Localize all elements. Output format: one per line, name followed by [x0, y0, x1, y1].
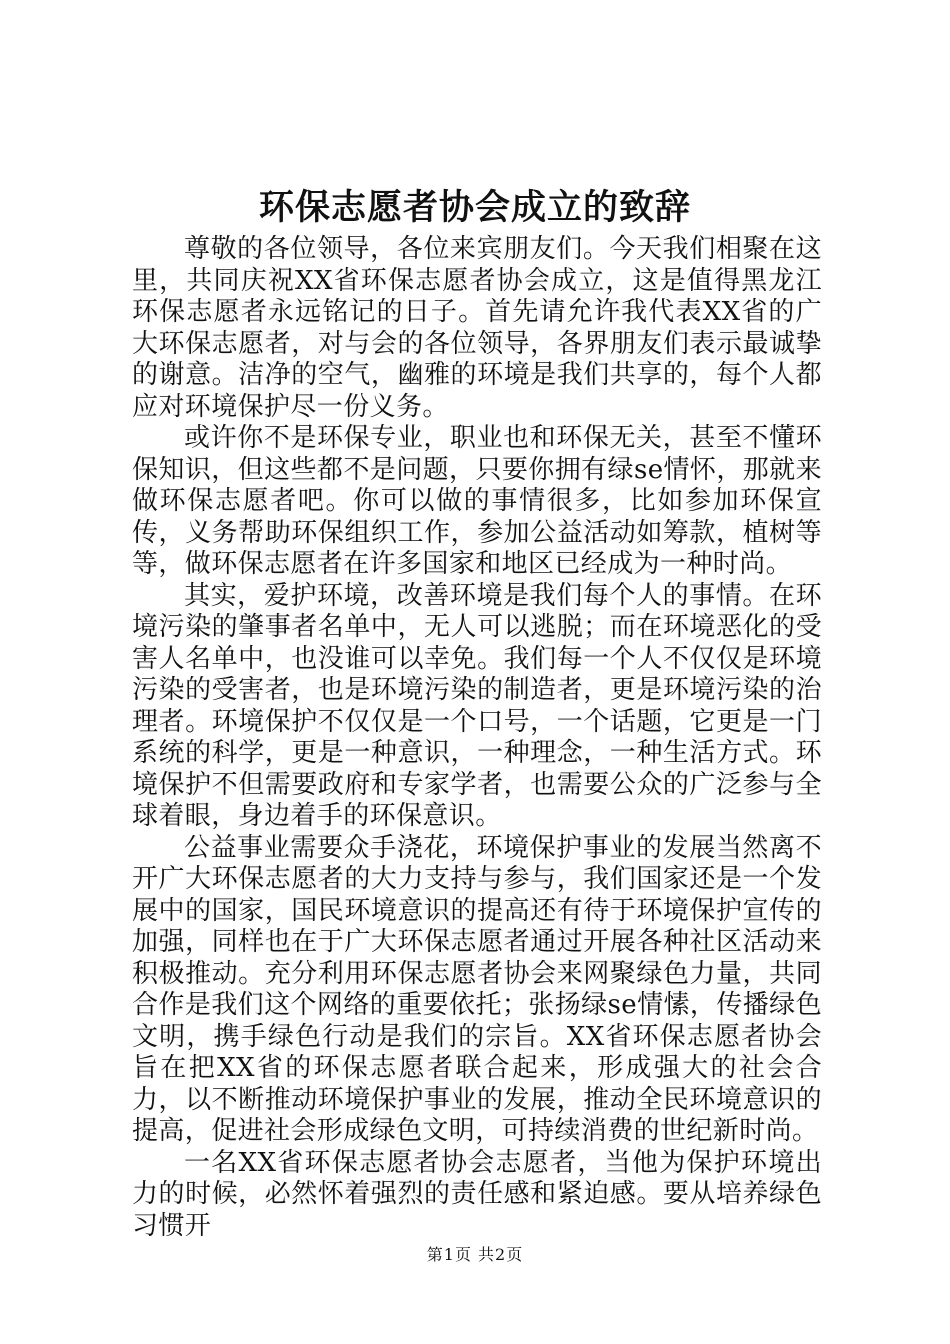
- page-footer: 第1页 共2页: [426, 1245, 524, 1264]
- paragraph: 其实，爱护环境，改善环境是我们每个人的事情。在环境污染的肇事者名单中，无人可以逃脱；而在环境恶化的受害人名单中，也没谁可以幸免。我们每一个人不仅仅是环境污染的受害者，也是环境污染的制造者，更是环境污染的治理者。环境保护不仅仅是一个口号，一个话题，它更是一门系统的科学，更是一种意识，一种理念，一种生活方式。环境保护不但需要政府和专家学者，也需要公众的广泛参与全球着眼，身边着手的环保意识。: [132, 580, 822, 831]
- paragraph: 或许你不是环保专业，职业也和环保无关，甚至不懂环保知识，但这些都不是问题，只要你拥有绿se情怀，那就来做环保志愿者吧。你可以做的事情很多，比如参加环保宣传，义务帮助环保组织工作，参加公益活动如筹款，植树等等，做环保志愿者在许多国家和地区已经成为一种时尚。: [132, 423, 822, 579]
- paragraph: 尊敬的各位领导，各位来宾朋友们。今天我们相聚在这里，共同庆祝XX省环保志愿者协会成立，这是值得黑龙江环保志愿者永远铭记的日子。首先请允许我代表XX省的广大环保志愿者，对与会的各位领导，各界朋友们表示最诚挚的谢意。洁净的空气，幽雅的环境是我们共享的，每个人都应对环境保护尽一份义务。: [132, 234, 822, 422]
- document-body: [132, 234, 822, 1242]
- paragraph: 一名XX省环保志愿者协会志愿者，当他为保护环境出力的时候，必然怀着强烈的责任感和紧迫感。要从培养绿色习惯开: [132, 1147, 822, 1241]
- document-title: 环保志愿者协会成立的致辞: [258, 187, 691, 228]
- paragraph: 公益事业需要众手浇花，环境保护事业的发展当然离不开广大环保志愿者的大力支持与参与，我们国家还是一个发展中的国家，国民环境意识的提高还有待于环境保护宣传的加强，同样也在于广大环保志愿者通过开展各种社区活动来积极推动。充分利用环保志愿者协会来网聚绿色力量，共同合作是我们这个网络的重要依托；张扬绿se情愫，传播绿色文明，携手绿色行动是我们的宗旨。XX省环保志愿者协会旨在把XX省的环保志愿者联合起来，形成强大的社会合力，以不断推动环境保护事业的发展，推动全民环境意识的提高，促进社会形成绿色文明，可持续消费的世纪新时尚。: [132, 832, 822, 1146]
